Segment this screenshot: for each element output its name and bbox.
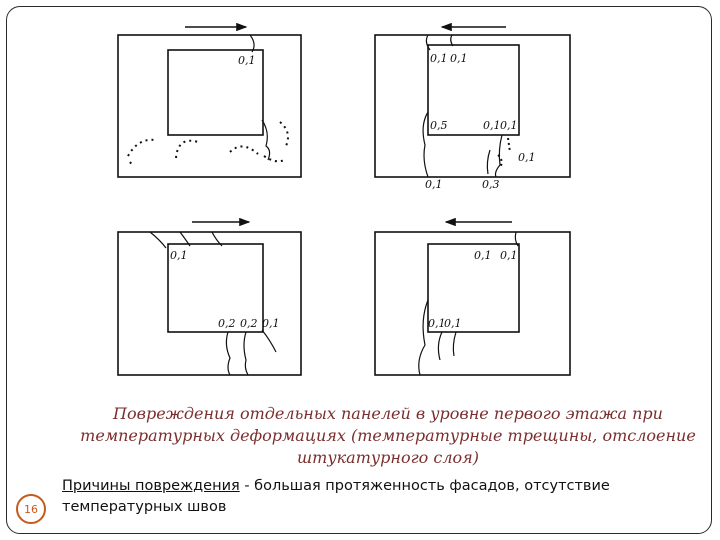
panel-top-left <box>118 27 301 177</box>
crack-label: 0,5 <box>430 119 448 132</box>
body-text <box>62 476 702 518</box>
crack-label: 0,1 <box>170 249 188 262</box>
crack-label: 0,1 <box>425 178 443 191</box>
crack-label: 0,1 <box>428 317 446 330</box>
crack-label: 0,1 <box>500 119 518 132</box>
crack <box>419 300 428 375</box>
body-rest: - большая протяженность фасадов, отсутствие температурных швов <box>62 478 610 515</box>
crack <box>426 35 430 50</box>
panel-top-right <box>375 27 570 191</box>
crack-label: 0,1 <box>238 54 256 67</box>
crack-label: 0,1 <box>500 249 518 262</box>
page-number-badge <box>16 494 46 524</box>
plaster-peeling <box>128 122 288 166</box>
panel-outline <box>118 35 301 177</box>
crack <box>487 150 490 174</box>
panel-bottom-right <box>375 222 570 375</box>
crack <box>438 332 442 360</box>
crack-label: 0,2 <box>240 317 258 330</box>
crack <box>244 332 248 375</box>
crack-label: 0,1 <box>483 119 501 132</box>
crack-label: 0,1 <box>430 52 448 65</box>
crack <box>150 232 166 248</box>
panel-outline <box>375 35 570 177</box>
panel-bottom-left <box>118 222 301 375</box>
crack-label: 0,3 <box>482 178 500 191</box>
crack <box>453 332 456 356</box>
crack-label: 0,1 <box>450 52 468 65</box>
crack-label: 0,1 <box>474 249 492 262</box>
panel-outline <box>118 232 301 375</box>
crack-label: 0,1 <box>444 317 462 330</box>
crack-label: 0,1 <box>518 151 536 164</box>
crack-label: 0,2 <box>218 317 236 330</box>
page-number: 16 <box>24 502 38 516</box>
body-lead: Причины повреждения <box>62 478 240 494</box>
figure-caption: Повреждения отдельных панелей в уровне первого этажа при температурных деформациях (температурные трещины, отслоение штукатурного слоя) <box>80 404 696 467</box>
crack <box>226 332 230 375</box>
crack <box>262 330 276 352</box>
panel-outline <box>375 232 570 375</box>
crack-label: 0,1 <box>262 317 280 330</box>
